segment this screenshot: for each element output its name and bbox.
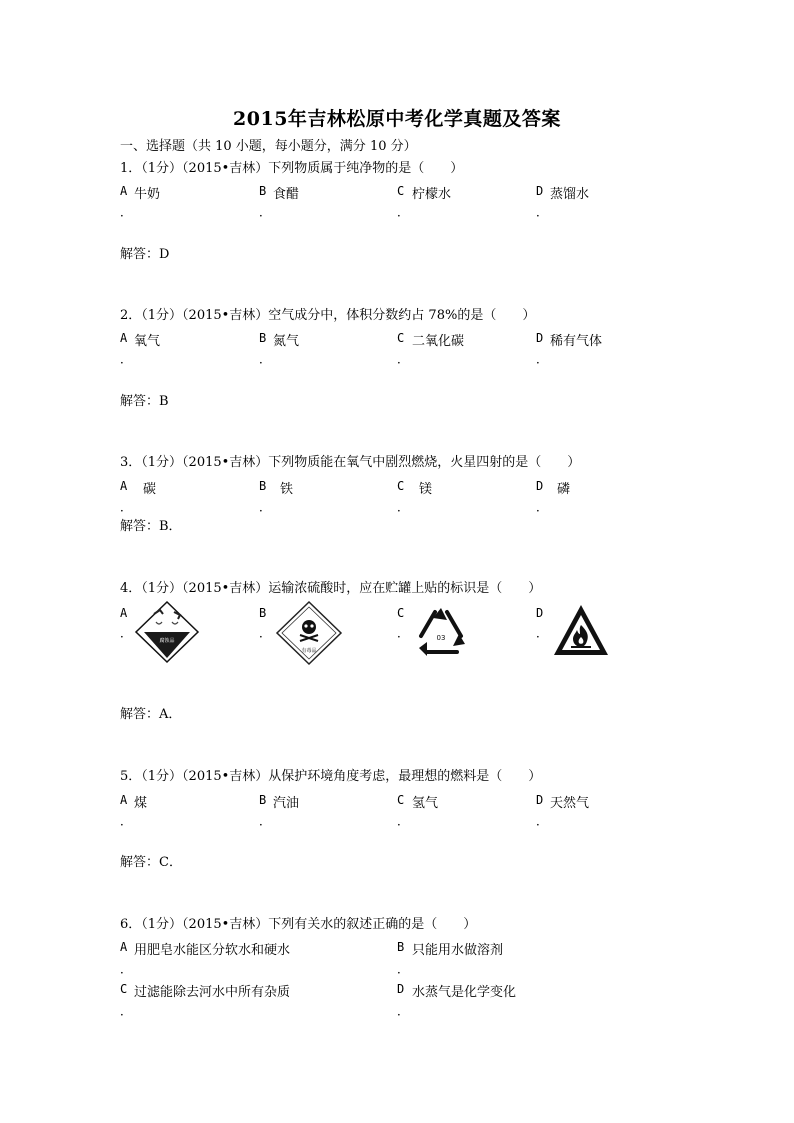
flammable-sign-icon: [552, 603, 610, 657]
option-text: 氧气: [134, 334, 161, 349]
option-letter: A: [120, 479, 128, 493]
option-dot: ．: [397, 205, 410, 219]
option-letter: D: [536, 184, 544, 198]
option-text: 过滤能除去河水中所有杂质: [134, 985, 291, 1000]
option-dot: ．: [397, 814, 410, 828]
option-letter: B: [259, 793, 267, 807]
option-letter: A: [120, 793, 128, 807]
option-letter: A: [120, 184, 128, 198]
option-dot: ．: [259, 205, 272, 219]
question-stem: 2．（1分）（2015•吉林）空气成分中，体积分数约占 78%的是（ ）: [120, 308, 536, 323]
option-letter: C: [397, 606, 405, 620]
option-dot: ．: [536, 352, 549, 366]
option-letter: A: [120, 940, 128, 954]
question-stem: 3．（1分）（2015•吉林）下列物质能在氧气中剧烈燃烧，火星四射的是（ ）: [120, 455, 581, 470]
option-letter: D: [536, 479, 544, 493]
option-text: 氮气: [273, 334, 300, 349]
option-text: 稀有气体: [550, 334, 603, 349]
option-letter: A: [120, 606, 128, 620]
option-dot: ．: [536, 500, 549, 514]
option-letter: B: [259, 331, 267, 345]
option-dot: ．: [397, 500, 410, 514]
option-dot: ．: [536, 814, 549, 828]
option-text: 水蒸气是化学变化: [412, 985, 517, 1000]
option-letter: B: [397, 940, 405, 954]
option-dot: ．: [397, 352, 410, 366]
option-dot: ．: [259, 500, 272, 514]
option-letter: C: [397, 331, 405, 345]
option-dot: ．: [536, 205, 549, 219]
option-text: 食醋: [273, 187, 300, 202]
option-dot: ．: [120, 962, 133, 976]
option-dot: ．: [397, 962, 410, 976]
question-stem: 4．（1分）（2015•吉林）运输浓硫酸时，应在贮罐上贴的标识是（ ）: [120, 581, 542, 596]
sign-label: 腐蚀品: [159, 638, 175, 644]
option-text: 蒸馏水: [550, 187, 590, 202]
option-dot: ．: [120, 1004, 133, 1018]
option-dot: ．: [120, 626, 133, 640]
option-text: 氢气: [412, 796, 439, 811]
question-stem: 6．（1分）（2015•吉林）下列有关水的叙述正确的是（ ）: [120, 917, 477, 932]
option-letter: C: [397, 479, 405, 493]
option-dot: ．: [259, 626, 272, 640]
option-letter: D: [397, 982, 405, 996]
option-text: 铁: [280, 482, 294, 497]
option-letter: B: [259, 479, 267, 493]
option-letter: A: [120, 331, 128, 345]
sign-label: 有毒品: [301, 648, 317, 654]
option-text: 碳: [143, 482, 157, 497]
option-dot: ．: [397, 1004, 410, 1018]
option-text: 镁: [419, 482, 433, 497]
option-dot: ．: [120, 500, 133, 514]
option-text: 天然气: [550, 796, 590, 811]
option-text: 只能用水做溶剂: [412, 943, 504, 958]
answer-line: 解答：A．: [120, 707, 182, 722]
answer-line: 解答：D: [120, 247, 170, 262]
option-dot: ．: [120, 814, 133, 828]
answer-line: 解答：C．: [120, 855, 182, 870]
option-text: 牛奶: [134, 187, 161, 202]
option-text: 用肥皂水能区分软水和硬水: [134, 943, 291, 958]
option-text: 二氧化碳: [412, 334, 465, 349]
option-letter: D: [536, 793, 544, 807]
option-letter: C: [120, 982, 128, 996]
option-dot: ．: [536, 626, 549, 640]
option-letter: D: [536, 606, 544, 620]
answer-line: 解答：B．: [120, 519, 182, 534]
question-stem: 1．（1分）（2015•吉林）下列物质属于纯净物的是（ ）: [120, 161, 464, 176]
section-heading: 一、选择题（共 10 小题，每小题分，满分 10 分）: [120, 139, 417, 154]
question-stem: 5．（1分）（2015•吉林）从保护环境角度考虑，最理想的燃料是（ ）: [120, 769, 542, 784]
option-text: 柠檬水: [412, 187, 452, 202]
corrosive-sign-icon: [134, 600, 200, 664]
option-letter: C: [397, 184, 405, 198]
option-dot: ．: [397, 626, 410, 640]
option-letter: B: [259, 606, 267, 620]
option-dot: ．: [259, 352, 272, 366]
option-dot: ．: [259, 814, 272, 828]
answer-line: 解答：B: [120, 394, 169, 409]
option-dot: ．: [120, 352, 133, 366]
toxic-sign-icon: [275, 600, 343, 666]
option-text: 汽油: [273, 796, 300, 811]
option-text: 磷: [557, 482, 571, 497]
option-letter: D: [536, 331, 544, 345]
option-letter: C: [397, 793, 405, 807]
page-title: 2015年吉林松原中考化学真题及答案: [233, 108, 561, 130]
recycle-sign-icon: [413, 606, 469, 660]
option-dot: ．: [120, 205, 133, 219]
option-text: 煤: [134, 796, 148, 811]
sign-label: 03: [436, 634, 446, 642]
option-letter: B: [259, 184, 267, 198]
